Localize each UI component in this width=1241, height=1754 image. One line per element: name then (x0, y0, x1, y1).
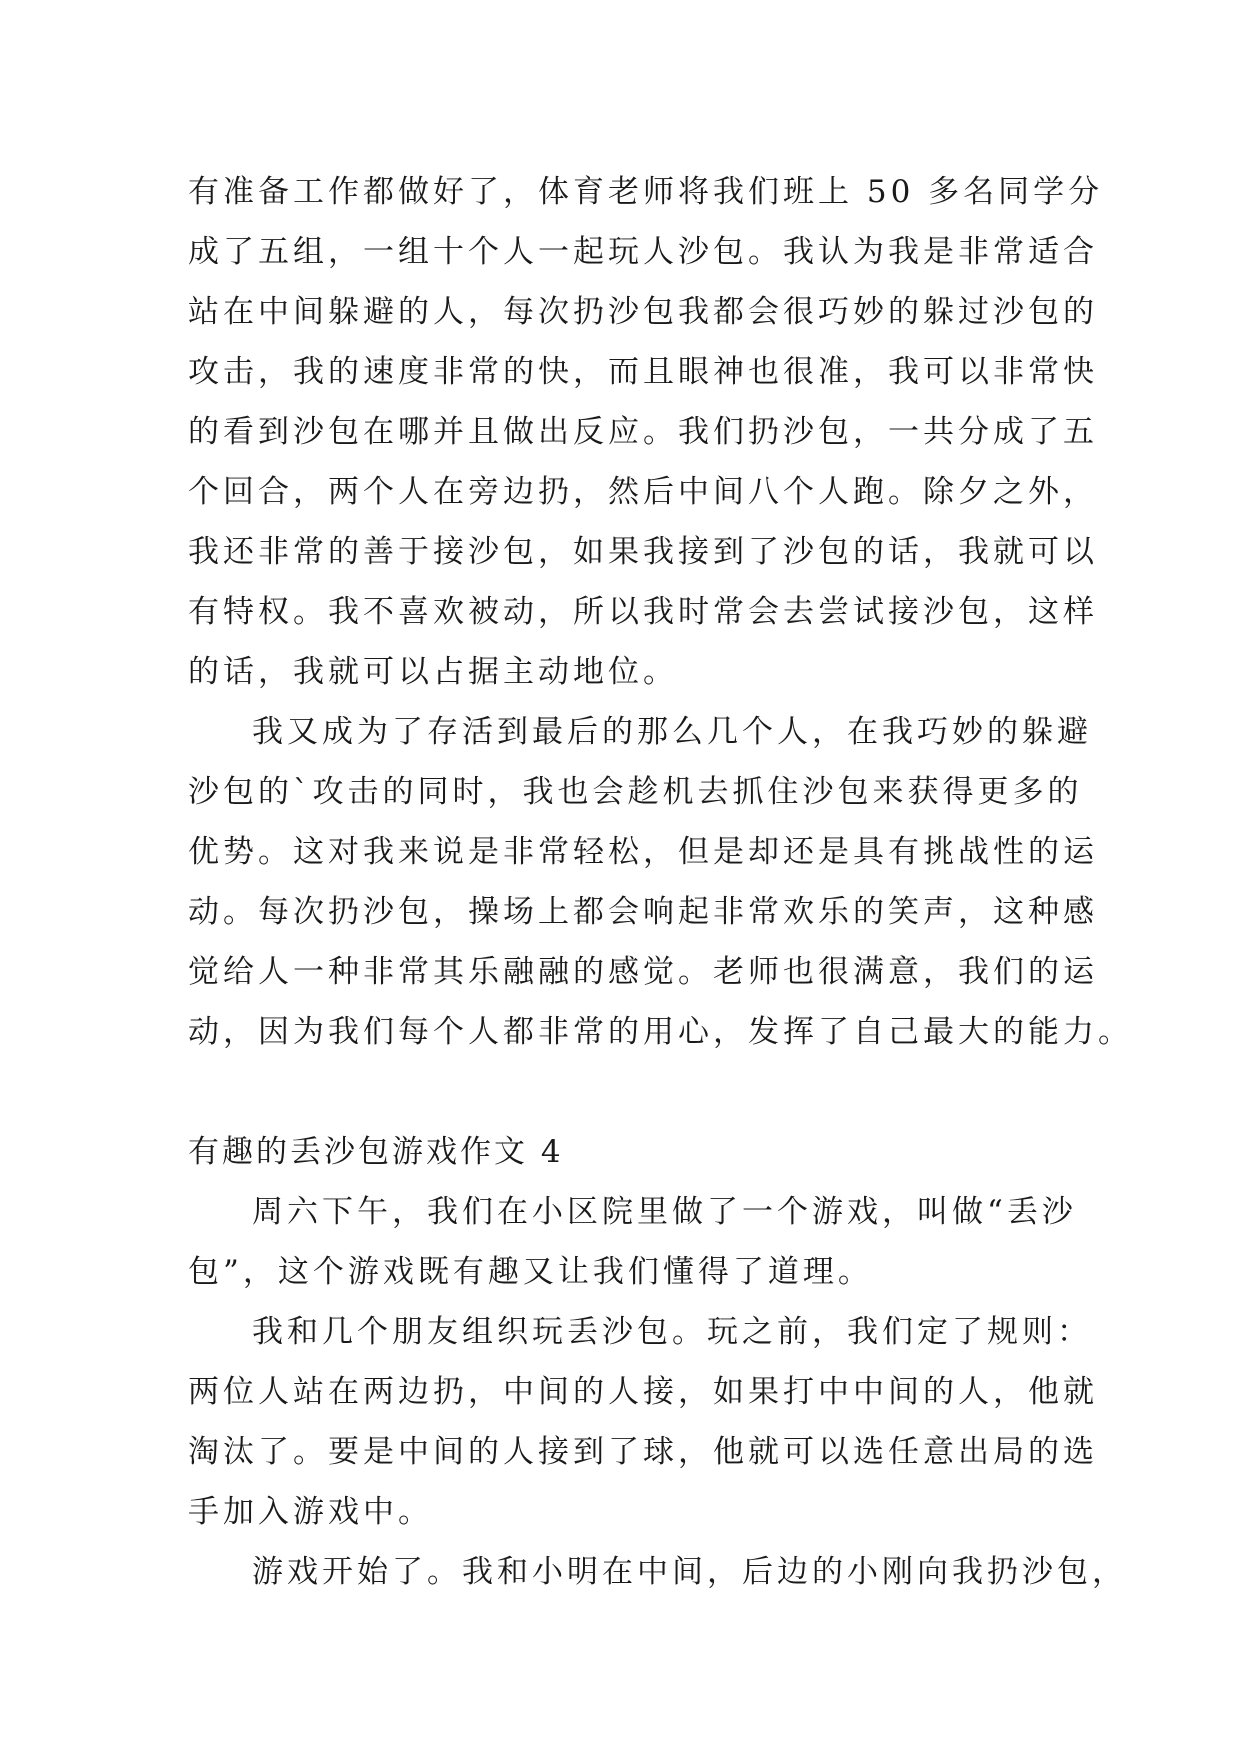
paragraph-line: 的话，我就可以占据主动地位。 (188, 654, 678, 690)
paragraph-3 (188, 1182, 1077, 1302)
paragraph-2 (188, 702, 1133, 1062)
paragraph-line: 手加入游戏中。 (188, 1494, 433, 1530)
paragraph-line: 我还非常的善于接沙包，如果我接到了沙包的话，我就可以 (188, 534, 1098, 570)
section-spacer (188, 1062, 1053, 1122)
paragraph-line: 淘汰了。要是中间的人接到了球，他就可以选任意出局的选 (188, 1434, 1098, 1470)
document-page (188, 162, 1133, 1602)
paragraph-line: 攻击，我的速度非常的快，而且眼神也很准，我可以非常快 (188, 354, 1098, 390)
paragraph-line: 包”，这个游戏既有趣又让我们懂得了道理。 (188, 1254, 873, 1290)
paragraph-line: 动，因为我们每个人都非常的用心，发挥了自己最大的能力。 (188, 1014, 1133, 1050)
paragraph-line: 的看到沙包在哪并且做出反应。我们扔沙包，一共分成了五 (188, 414, 1098, 450)
paragraph-1 (188, 162, 1104, 702)
paragraph-line: 成了五组，一组十个人一起玩人沙包。我认为我是非常适合 (188, 234, 1098, 270)
paragraph-line: 周六下午，我们在小区院里做了一个游戏，叫做“丢沙 (252, 1194, 1077, 1230)
paragraph-line: 游戏开始了。我和小明在中间，后边的小刚向我扔沙包， (252, 1554, 1127, 1590)
paragraph-5 (188, 1542, 1127, 1602)
paragraph-line: 有特权。我不喜欢被动，所以我时常会去尝试接沙包，这样 (188, 594, 1098, 630)
paragraph-line: 我又成为了存活到最后的那么几个人，在我巧妙的躲避 (252, 714, 1092, 750)
paragraph-line: 沙包的`攻击的同时，我也会趁机去抓住沙包来获得更多的 (188, 774, 1083, 810)
paragraph-line: 有准备工作都做好了，体育老师将我们班上 50 多名同学分 (188, 174, 1104, 210)
paragraph-line: 站在中间躲避的人，每次扔沙包我都会很巧妙的躲过沙包的 (188, 294, 1098, 330)
paragraph-line: 两位人站在两边扔，中间的人接，如果打中中间的人，他就 (188, 1374, 1098, 1410)
paragraph-line: 优势。这对我来说是非常轻松，但是却还是具有挑战性的运 (188, 834, 1098, 870)
section-heading: 有趣的丢沙包游戏作文 4 (188, 1134, 564, 1170)
paragraph-line: 个回合，两个人在旁边扔，然后中间八个人跑。除夕之外， (188, 474, 1098, 510)
paragraph-line: 动。每次扔沙包，操场上都会响起非常欢乐的笑声，这种感 (188, 894, 1098, 930)
paragraph-4 (188, 1302, 1098, 1542)
paragraph-line: 觉给人一种非常其乐融融的感觉。老师也很满意，我们的运 (188, 954, 1098, 990)
paragraph-line: 我和几个朋友组织玩丢沙包。玩之前，我们定了规则： (252, 1314, 1092, 1350)
